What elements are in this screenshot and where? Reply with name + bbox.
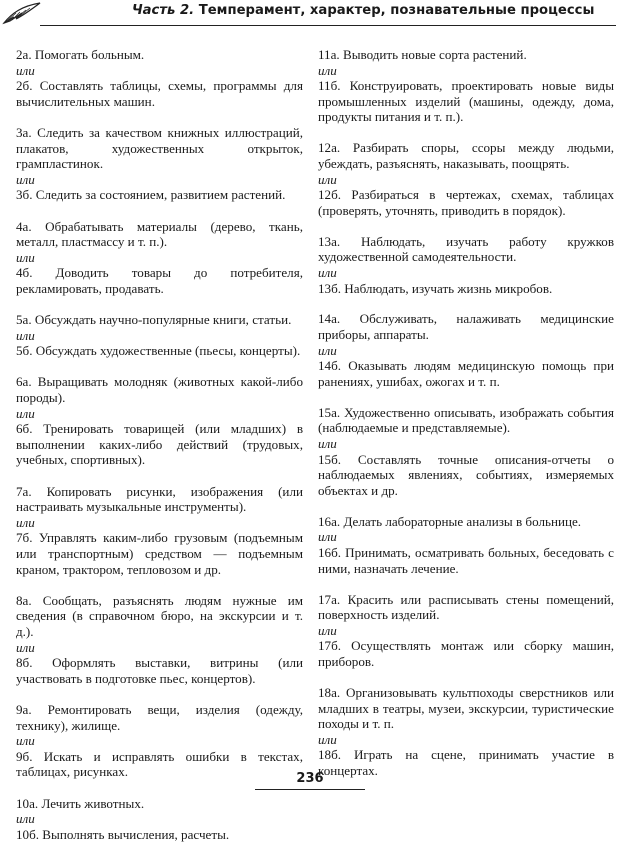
or-connector: или [16,249,35,265]
option-a: 13а. Наблюдать, изучать работу кружков художественной самодеятельности. [318,233,614,265]
option-a: 14а. Обслуживать, налаживать медицинские приборы, аппараты. [318,311,614,343]
or-connector: или [318,171,337,187]
option-b: 3б. Следить за состоянием, развитием растений. [16,187,286,203]
or-connector: или [16,514,35,530]
or-connector: или [16,171,35,187]
option-b: 2б. Составлять таблицы, схемы, программы для вычислительных машин. [16,78,303,109]
question-item [318,311,614,389]
or-connector: или [318,436,337,452]
or-connector: или [16,733,35,749]
option-b: 4б. Доводить товары до потребителя, рекламировать, продавать. [16,265,303,296]
question-item [16,125,303,203]
option-a: 15а. Художественно описывать, изображать события (наблюдаемые и представляемые). [318,404,614,436]
question-item [16,796,303,843]
option-b: 7б. Управлять каким-либо грузовым (подъемным или транспортным) средством — подъемным краном, трактором, тепловозом и др. [16,530,303,577]
option-b: 18б. Играть на сцене, принимать участие в концертах. [318,747,614,778]
question-item [318,405,614,499]
question-item [16,312,303,359]
option-b: 16б. Принимать, осматривать больных, беседовать с ними, назначать лечение. [318,544,614,576]
or-connector: или [16,62,35,78]
option-a: 3а. Следить за качеством книжных иллюстраций, плакатов, художественных открыток, грампластинок. [16,124,303,172]
or-connector: или [318,264,337,280]
option-a: 4а. Обрабатывать материалы (дерево, ткань, металл, пластмассу и т. п.). [16,218,303,250]
option-b: 9б. Искать и исправлять ошибки в текстах, таблицах, рисунках. [16,748,303,780]
or-connector: или [16,811,35,827]
option-b: 15б. Составлять точные описания-отчеты о наблюдаемых явлениях, событиях, измеряемых объектах и др. [318,451,614,498]
question-item [16,219,303,297]
footer-divider [255,789,365,790]
header-part: Часть 2. [132,3,195,18]
question-item [16,593,303,687]
option-b: 11б. Конструировать, проектировать новые виды промышленных изделий (машины, одежду, дома, продукты питания и т. п.). [318,78,614,125]
option-b: 8б. Оформлять выставки, витрины (или участвовать в подготовке пьес, концертов). [16,655,303,686]
option-a: 16а. Делать лабораторные анализы в больнице. [318,513,582,529]
option-b: 5б. Обсуждать художественные (пьесы, концерты). [16,343,301,359]
option-a: 10а. Лечить животных. [16,795,145,811]
question-item [318,514,614,576]
option-a: 7а. Копировать рисунки, изображения (или настраивать музыкальные инструменты). [16,483,303,515]
header-divider [40,25,616,26]
or-connector: или [318,529,337,545]
question-item [16,47,303,109]
option-b: 10б. Выполнять вычисления, расчеты. [16,826,230,842]
option-a: 17а. Красить или расписывать стены помещений, поверхность изделий. [318,591,614,623]
option-a: 11а. Выводить новые сорта растений. [318,47,527,62]
quill-feather-icon [2,1,42,25]
question-item [318,592,614,670]
page-number: 236 [296,771,324,786]
option-b: 12б. Разбираться в чертежах, схемах, таблицах (проверять, уточнять, приводить в порядок). [318,187,614,218]
option-a: 2а. Помогать больным. [16,47,145,62]
question-item [16,374,303,468]
or-connector: или [16,639,35,655]
or-connector: или [318,342,337,358]
or-connector: или [16,327,35,343]
question-item [318,47,614,125]
question-item [318,234,614,296]
option-b: 13б. Наблюдать, изучать жизнь микробов. [318,280,553,296]
header-chapter-title: Темперамент, характер, познавательные процессы [198,3,595,18]
option-b: 6б. Тренировать товарищей (или младших) в выполнении каких-либо действий (трудовых, учебных, спортивных). [16,421,303,468]
option-a: 9а. Ремонтировать вещи, изделия (одежду, технику), жилище. [16,701,303,733]
question-item [318,140,614,218]
or-connector: или [318,62,337,78]
or-connector: или [16,405,35,421]
option-b: 14б. Оказывать людям медицинскую помощь при ранениях, ушибах, ожогах и т. п. [318,358,614,389]
question-item [16,702,303,780]
question-item [318,685,614,779]
left-column [16,47,303,858]
header-title [132,3,594,18]
option-a: 18а. Организовывать культпоходы сверстников или младших в театры, музеи, экскурсии, туристические походы и т. п. [318,684,614,732]
option-a: 6а. Выращивать молодняк (животных какой-либо породы). [16,374,303,406]
option-b: 17б. Осуществлять монтаж или сборку машин, приборов. [318,638,614,669]
option-a: 5а. Обсуждать научно-популярные книги, статьи. [16,312,292,328]
question-item [16,484,303,578]
right-column [318,47,614,794]
or-connector: или [318,622,337,638]
option-a: 8а. Сообщать, разъяснять людям нужные им сведения (в справочном бюро, на экскурсии и т. д.). [16,592,303,639]
running-header [0,0,620,30]
option-a: 12а. Разбирать споры, ссоры между людьми, убеждать, разъяснять, наказывать, поощрять. [318,140,614,171]
or-connector: или [318,731,337,747]
